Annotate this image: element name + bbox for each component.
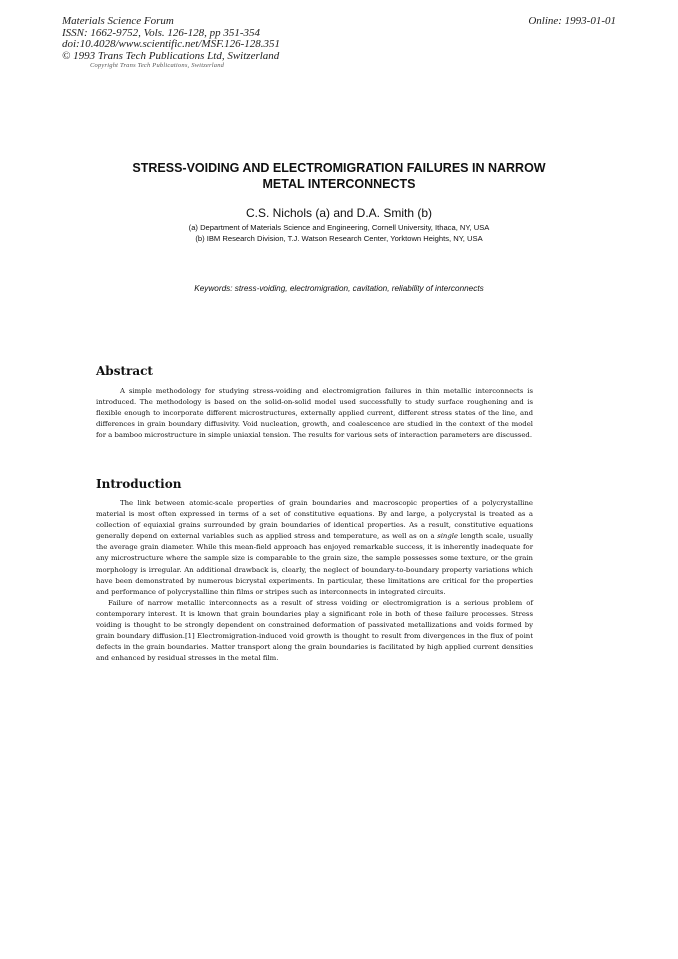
abstract-body: [96, 386, 533, 441]
abstract-heading: Abstract: [96, 364, 153, 378]
copyright-watermark: Copyright Trans Tech Publications, Switzerland: [90, 62, 225, 69]
introduction-body: [96, 498, 533, 664]
introduction-paragraph-2: Failure of narrow metallic interconnects as a result of stress voiding or electromigration is a serious problem of contemporary interest. It is known that grain boundaries play a significant role in both of these failure processes. Stress voiding is thought to be strongly dependent on constrained deformation of passivated metallizations and voids formed by grain boundary diffusion.[1] Electromigration-induced void growth is thought to result from divergences in the flux of point defects in the grain boundaries. Matter transport along the grain boundaries is facilitated by high applied current densities and enhanced by residual stresses in the metal film.: [96, 598, 533, 663]
title-line-2: METAL INTERCONNECTS: [262, 176, 416, 191]
keywords: Keywords: stress-voiding, electromigration, cavitation, reliability of interconnects: [194, 284, 484, 293]
affiliation-b: (b) IBM Research Division, T.J. Watson Research Center, Yorktown Heights, NY, USA: [195, 233, 483, 243]
title-line-1: STRESS-VOIDING AND ELECTROMIGRATION FAILURES IN NARROW: [132, 161, 546, 175]
affiliation-a: (a) Department of Materials Science and Engineering, Cornell University, Ithaca, NY, USA: [188, 223, 490, 232]
paper-title: [60, 161, 618, 192]
doi-line[interactable]: doi:10.4028/www.scientific.net/MSF.126-128.351: [62, 38, 281, 50]
publication-header: [62, 16, 280, 62]
affiliations: [60, 223, 618, 244]
copyright-line: © 1993 Trans Tech Publications Ltd, Switzerland: [62, 49, 280, 62]
abstract-paragraph: A simple methodology for studying stress-voiding and electromigration failures in thin metallic interconnects is introduced. The methodology is based on the solid-on-solid model used successfully to study surface roughening and is flexible enough to incorporate different microstructures, externally applied current, different stress states of the line, and differences in grain boundary diffusivity. Void nucleation, growth, and coalescence are studied in the context of the model for a bamboo microstructure in simple uniaxial tension. The results for various sets of interaction parameters are discussed.: [96, 387, 533, 440]
introduction-heading: Introduction: [96, 477, 182, 491]
journal-name: Materials Science Forum: [62, 15, 174, 27]
introduction-paragraph-1: [96, 498, 533, 598]
online-date: Online: 1993-01-01: [528, 15, 616, 27]
intro-p1-part1: The link between atomic-scale properties of grain boundaries and macroscopic properties of a polycrystalline material is most often expressed in terms of a set of constitutive equations. By and large, a polycrystal is treated as a collection of equiaxial grains surrounded by grain boundaries of identical properties. As a result, constitutive equations generally depend on external variables such as applied stress and temperature, as well as on a: [96, 499, 533, 541]
author-list: C.S. Nichols (a) and D.A. Smith (b): [245, 206, 433, 220]
issn-line: ISSN: 1662-9752, Vols. 126-128, pp 351-354: [62, 26, 260, 39]
intro-p1-italic: single: [437, 532, 459, 541]
intro-p1-part2: length scale, usually the average grain diameter. While this mean-field approach has enjoyed remarkable success, it is inherently inadequate for any microstructure where the sample size is comparable to the grain size, the sample possesses some texture, or the grain morphology is irregular. An additional drawback is, clearly, the neglect of boundary-to-boundary property variations which have been demonstrated by numerous bicrystal experiments. In particular, these limitations are critical for the properties and performance of polycrystalline thin films or stripes such as interconnects in integrated circuits.: [96, 532, 533, 596]
